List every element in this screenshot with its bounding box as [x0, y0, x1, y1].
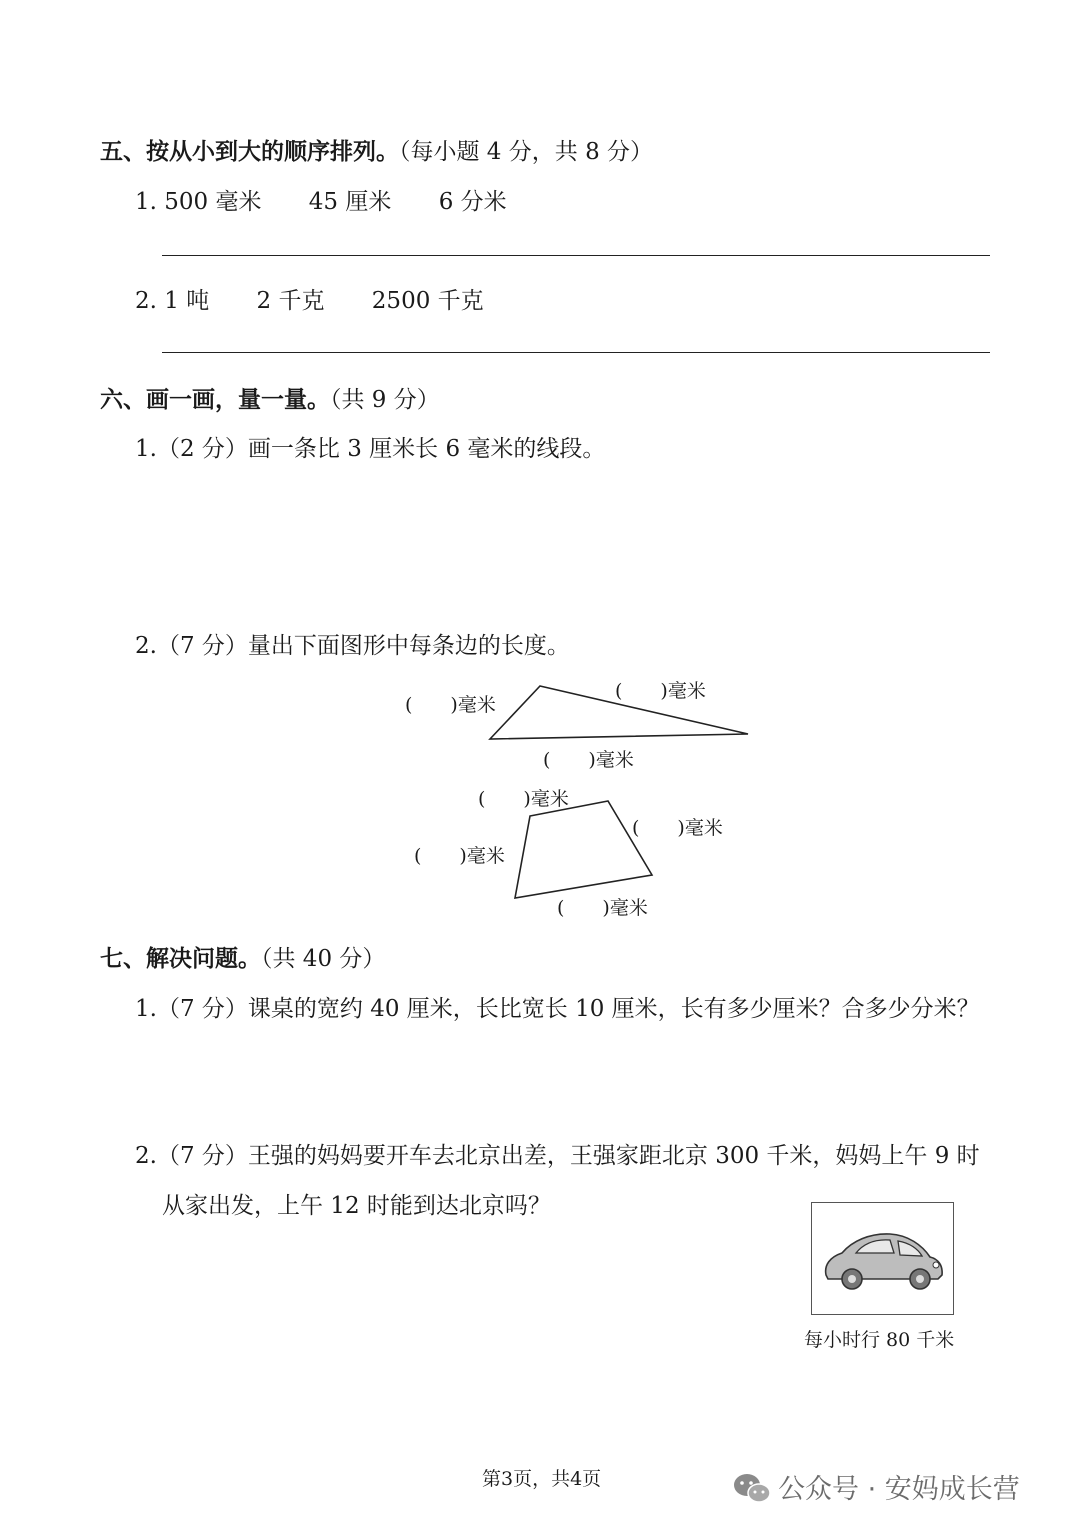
quad-right-side-blank[interactable]: ( )毫米 [632, 817, 723, 839]
quad-left-side-blank[interactable]: ( )毫米 [414, 845, 505, 867]
compare-item: 1 吨 [164, 288, 210, 314]
wechat-icon [732, 1471, 772, 1507]
compare-item: 6 分米 [438, 189, 507, 215]
q-number: 2. [135, 288, 157, 314]
section7-q2-line2: 从家出发，上午 12 时能到达北京吗？ [162, 1193, 551, 1219]
section6-points: （共 9 分） [330, 387, 440, 413]
quad-bottom-side-blank[interactable]: ( )毫米 [557, 897, 648, 919]
triangle-top-side-blank[interactable]: ( )毫米 [615, 680, 706, 702]
compare-item: 500 毫米 [164, 189, 262, 215]
compare-item: 2 千克 [256, 288, 325, 314]
page-number: 第3页，共4页 [482, 1468, 602, 1490]
section7-heading [100, 940, 385, 973]
section7-q2-line1: 2.（7 分）王强的妈妈要开车去北京出差，王强家距北京 300 千米，妈妈上午 9 时 [135, 1143, 980, 1169]
section6-q2: 2.（7 分）量出下面图形中每条边的长度。 [135, 633, 570, 659]
car-icon [812, 1203, 953, 1314]
compare-item: 45 厘米 [308, 189, 392, 215]
q-number: 1. [135, 189, 157, 215]
section7-title: 七、解决问题。 [100, 946, 261, 972]
car-illustration [811, 1202, 954, 1315]
section6-title: 六、画一画，量一量。 [100, 387, 330, 413]
compare-item: 2500 千克 [371, 288, 484, 314]
section5-title: 五、按从小到大的顺序排列。 [100, 139, 399, 165]
section7-q1: 1.（7 分）课桌的宽约 40 厘米，长比宽长 10 厘米，长有多少厘米？合多少分米？ [135, 996, 980, 1022]
section7-points: （共 40 分） [261, 946, 386, 972]
triangle-left-side-blank[interactable]: ( )毫米 [405, 694, 496, 716]
section6-q1: 1.（2 分）画一条比 3 厘米长 6 毫米的线段。 [135, 436, 606, 462]
section5-points: （每小题 4 分，共 8 分） [399, 139, 654, 165]
watermark-text: 公众号 · 安妈成长营 [778, 1474, 1020, 1505]
quad-top-side-blank[interactable]: ( )毫米 [478, 788, 569, 810]
triangle-bottom-side-blank[interactable]: ( )毫米 [543, 749, 634, 771]
car-speed-caption: 每小时行 80 千米 [804, 1329, 955, 1351]
